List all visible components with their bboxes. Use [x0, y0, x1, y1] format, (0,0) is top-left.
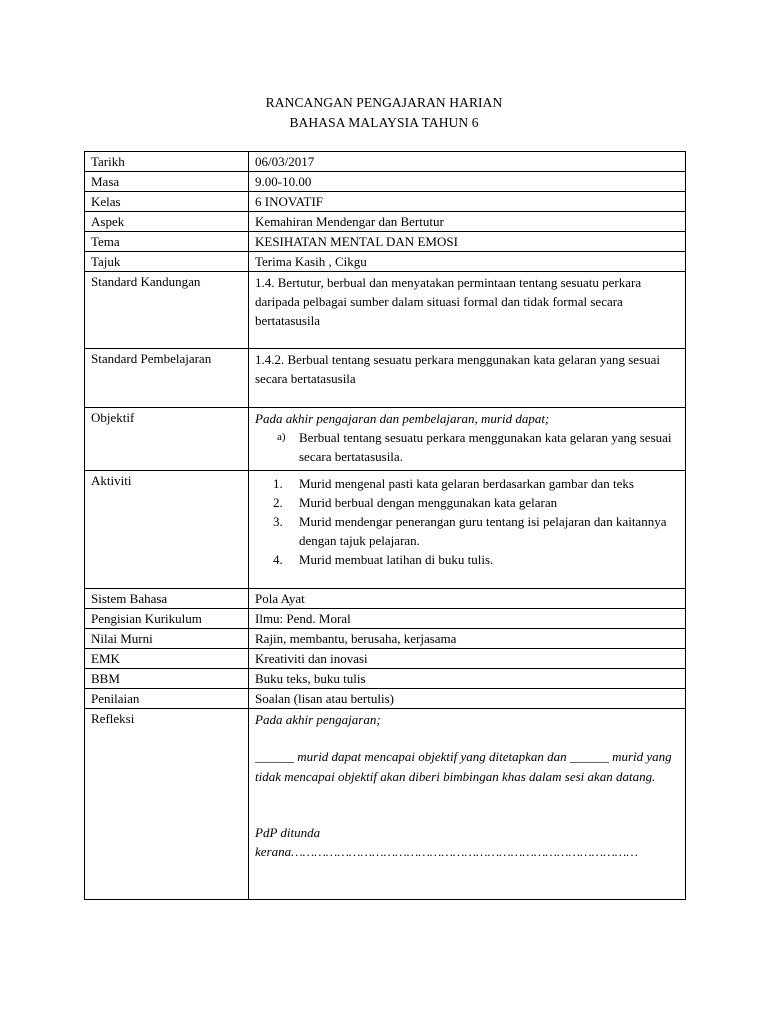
row-nilai-murni	[85, 629, 686, 649]
list-item-text: Murid membuat latihan di buku tulis.	[299, 552, 494, 567]
row-tema	[85, 232, 686, 252]
label-tarikh: Tarikh	[85, 152, 249, 172]
value-standard-kandungan	[249, 272, 686, 349]
objektif-intro: Pada akhir pengajaran dan pembelajaran, murid dapat;	[255, 411, 550, 426]
row-aktiviti	[85, 471, 686, 589]
value-tarikh: 06/03/2017	[249, 152, 686, 172]
value-tema: KESIHATAN MENTAL DAN EMOSI	[249, 232, 686, 252]
standard-pembelajaran-text: 1.4.2. Berbual tentang sesuatu perkara menggunakan kata gelaran yang sesuai secara bertatasusila	[255, 352, 661, 386]
aktiviti-list	[255, 474, 680, 569]
label-tajuk: Tajuk	[85, 252, 249, 272]
row-standard-kandungan	[85, 272, 686, 349]
label-penilaian: Penilaian	[85, 689, 249, 709]
value-kelas: 6 INOVATIF	[249, 192, 686, 212]
label-pengisian-kurikulum: Pengisian Kurikulum	[85, 609, 249, 629]
value-emk: Kreativiti dan inovasi	[249, 649, 686, 669]
label-refleksi: Refleksi	[85, 709, 249, 900]
label-nilai-murni: Nilai Murni	[85, 629, 249, 649]
label-aspek: Aspek	[85, 212, 249, 232]
label-emk: EMK	[85, 649, 249, 669]
row-aspek	[85, 212, 686, 232]
value-sistem-bahasa: Pola Ayat	[249, 589, 686, 609]
value-bbm: Buku teks, buku tulis	[249, 669, 686, 689]
label-tema: Tema	[85, 232, 249, 252]
list-item	[255, 550, 680, 569]
label-standard-pembelajaran: Standard Pembelajaran	[85, 349, 249, 408]
refleksi-line-4: kerana………………………………………………………………………………	[255, 844, 638, 859]
label-standard-kandungan: Standard Kandungan	[85, 272, 249, 349]
refleksi-line-3: PdP ditunda	[255, 825, 321, 840]
value-aktiviti	[249, 471, 686, 589]
row-masa	[85, 172, 686, 192]
label-masa: Masa	[85, 172, 249, 192]
row-kelas	[85, 192, 686, 212]
row-objektif	[85, 408, 686, 471]
row-refleksi	[85, 709, 686, 900]
list-item	[255, 428, 680, 466]
list-marker: 3.	[273, 514, 283, 529]
label-kelas: Kelas	[85, 192, 249, 212]
label-sistem-bahasa: Sistem Bahasa	[85, 589, 249, 609]
row-pengisian-kurikulum	[85, 609, 686, 629]
document-subtitle: BAHASA MALAYSIA TAHUN 6	[289, 115, 479, 130]
value-pengisian-kurikulum: Ilmu: Pend. Moral	[249, 609, 686, 629]
list-item-text: Berbual tentang sesuatu perkara menggunakan kata gelaran yang sesuai secara bertatasusila.	[299, 430, 672, 464]
list-item-text: Murid mengenal pasti kata gelaran berdasarkan gambar dan teks	[299, 476, 634, 491]
value-penilaian: Soalan (lisan atau bertulis)	[249, 689, 686, 709]
value-masa: 9.00-10.00	[249, 172, 686, 192]
list-marker: 4.	[273, 552, 283, 567]
spacer	[255, 787, 680, 823]
list-marker: a)	[277, 431, 286, 443]
value-refleksi	[249, 709, 686, 900]
objektif-list	[255, 428, 680, 466]
label-bbm: BBM	[85, 669, 249, 689]
value-aspek: Kemahiran Mendengar dan Bertutur	[249, 212, 686, 232]
list-item-text: Murid mendengar penerangan guru tentang isi pelajaran dan kaitannya dengan tajuk pelajaran.	[299, 514, 667, 548]
spacer	[255, 729, 680, 747]
refleksi-line-2: ______ murid dapat mencapai objektif yang ditetapkan dan ______ murid yang tidak mencapai objektif akan diberi bimbingan khas dalam sesi akan datang.	[255, 749, 672, 784]
document-title: RANCANGAN PENGAJARAN HARIAN	[265, 95, 503, 110]
list-item-text: Murid berbual dengan menggunakan kata gelaran	[299, 495, 558, 510]
refleksi-line-1: Pada akhir pengajaran;	[255, 712, 381, 727]
row-emk	[85, 649, 686, 669]
list-marker: 2.	[273, 495, 283, 510]
list-item	[255, 493, 680, 512]
value-objektif	[249, 408, 686, 471]
row-tarikh	[85, 152, 686, 172]
row-bbm	[85, 669, 686, 689]
label-objektif: Objektif	[85, 408, 249, 471]
row-standard-pembelajaran	[85, 349, 686, 408]
value-nilai-murni: Rajin, membantu, berusaha, kerjasama	[249, 629, 686, 649]
list-item	[255, 512, 680, 550]
value-standard-pembelajaran	[249, 349, 686, 408]
list-marker: 1.	[273, 476, 283, 491]
row-penilaian	[85, 689, 686, 709]
list-item	[255, 474, 680, 493]
row-sistem-bahasa	[85, 589, 686, 609]
row-tajuk	[85, 252, 686, 272]
value-tajuk: Terima Kasih , Cikgu	[249, 252, 686, 272]
standard-kandungan-text: 1.4. Bertutur, berbual dan menyatakan permintaan tentang sesuatu perkara daripada pelbagai sumber dalam situasi formal dan tidak formal secara bertatasusila	[255, 275, 642, 328]
lesson-plan-table	[84, 151, 686, 900]
label-aktiviti: Aktiviti	[85, 471, 249, 589]
